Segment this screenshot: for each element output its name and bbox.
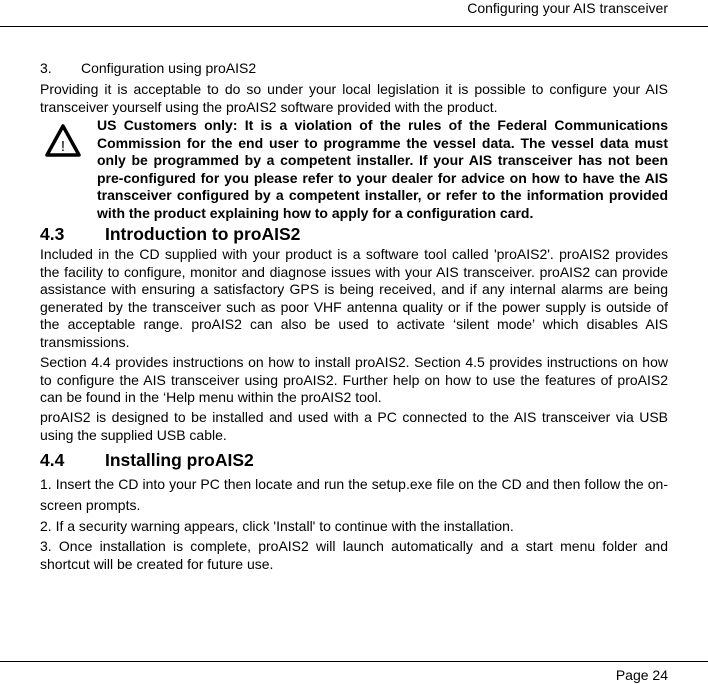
page-number: Page 24	[615, 667, 668, 683]
paragraph: Section 4.4 provides instructions on how to install proAIS2. Section 4.5 provides instructions on how to configure the AIS transceiver using proAIS2. Further help on how to use the features of proAIS2 can be found in the ‘Help menu within the proAIS2 tool.	[40, 354, 668, 405]
running-header: Configuring your AIS transceiver	[467, 0, 668, 16]
section-number: 4.3	[40, 224, 65, 244]
install-step: 3. Once installation is complete, proAIS2 will launch automatically and a start menu folder and shortcut will be created for future use.	[40, 538, 668, 572]
paragraph: Included in the CD supplied with your product is a software tool called 'proAIS2'. proAIS2 provides the facility to configure, monitor and diagnose issues with your AIS transceiver. proAIS2 can provide assistance with ensuring a satisfactory GPS is being received, and if any internal alarms are being generated by the transceiver such as poor VHF antenna quality or if the power supply is outside of the acceptable range. proAIS2 can also be used to activate ‘silent mode’ which disables AIS transmissions.	[40, 246, 668, 350]
paragraph: proAIS2 is designed to be installed and used with a PC connected to the AIS transceiver via USB using the supplied USB cable.	[40, 409, 668, 443]
svg-text:!: !	[60, 138, 66, 155]
warning-text: US Customers only: It is a violation of the rules of the Federal Communications Commission for the end user to programme the vessel data. The vessel data must only be programmed by a competent installer. If your AIS transceiver has not been pre-configured for you please refer to your dealer for advice on how to have the AIS transceiver configured by a competent installer, or refer to the information provided with the product explaining how to apply for a configuration card.	[97, 117, 668, 221]
install-step: 2. If a security warning appears, click 'Install' to continue with the installation.	[40, 518, 514, 534]
section-title: Installing proAIS2	[105, 450, 254, 470]
step-label: Configuration using proAIS2	[81, 60, 257, 76]
section-heading-4-4	[40, 450, 254, 471]
step-number: 3.	[40, 60, 52, 76]
footer-rule	[0, 661, 708, 662]
section-number: 4.4	[40, 450, 65, 470]
header-rule	[0, 26, 708, 27]
section-title: Introduction to proAIS2	[105, 224, 301, 244]
intro-paragraph: Providing it is acceptable to do so under your local legislation it is possible to configure your AIS transceiver yourself using the proAIS2 software provided with the product.	[40, 81, 668, 115]
warning-triangle-icon	[44, 123, 82, 159]
section-heading-4-3	[40, 224, 301, 245]
install-step: 1. Insert the CD into your PC then locate and run the setup.exe file on the CD and then follow the on-screen prompts.	[40, 476, 668, 513]
